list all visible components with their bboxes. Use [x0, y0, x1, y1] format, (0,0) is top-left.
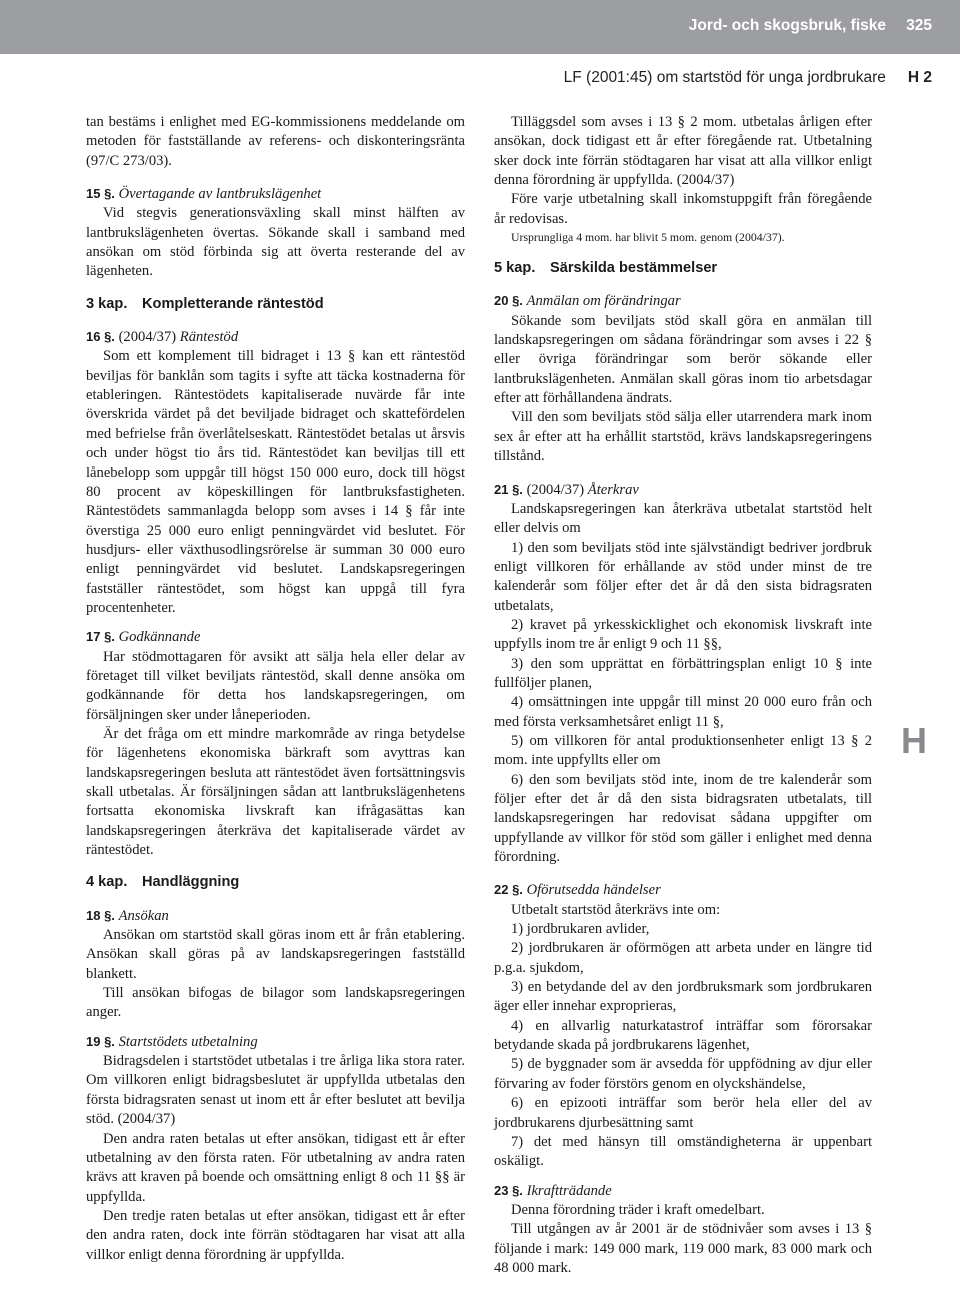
paragraph: Sökande som beviljats stöd skall göra en anmälan till landskapsregeringen om sådana förändringar som avses i 22 § eller övriga förändringar som berör sökande eller lantbrukslägenheten. Anmälan skall göras inom tio arbetsdagar efter att förhållandena ändrats. — [494, 312, 872, 407]
list-item: 2) kravet på yrkesskicklighet och ekonomisk livskraft inte uppfylls inom tre år enligt 9 och 11 §§, — [494, 616, 872, 653]
paragraph: Ansökan om startstöd skall göras inom ett år från etablering. Ansökan skall göras på av landskapsregeringen fastställd blankett. — [86, 927, 465, 982]
list-item: 6) den som beviljats stöd inte, inom de tre kalenderår som följer efter det år då den sista bidragsraten utbetalats, till landskapsregeringen har redovisat sådana uppgifter om uppfyllande av villkor för stöd som gäller i enlighet med denna förordning. — [494, 771, 872, 866]
running-title: LF (2001:45) om startstöd för unga jordbrukare — [563, 69, 886, 86]
list-item: 2) jordbrukaren är oförmögen att arbeta under en längre tid p.g.a. sjukdom, — [494, 940, 872, 976]
section-heading-22: 22 §. Oförutsedda händelser — [494, 882, 661, 899]
left-column — [86, 113, 465, 1265]
paragraph: Vill den som beviljats stöd sälja eller utarrendera mark inom sex år efter att ha erhållit startstöd, krävs landskapsregeringens tillstånd. — [494, 409, 872, 465]
paragraph: Före varje utbetalning skall inkomstuppgift från föregående år redovisas. — [494, 191, 872, 227]
paragraph: Till utgången av år 2001 är de stödnivåer som avses i 13 § följande i mark: 149 000 mark, 119 000 mark, 83 000 mark och 48 000 mark. — [494, 1221, 872, 1276]
paragraph: Den tredje raten betalas ut efter ansökan, tidigast ett år efter den andra raten, dock inte förrän stödtagaren har visat att alla villkor enligt denna förordning är uppfyllda. — [86, 1207, 465, 1263]
paragraph: Tilläggsdel som avses i 13 § 2 mom. utbetalas årligen efter ansökan, dock tidigast ett år efter föregående rat. Utbetalning sker dock inte förrän stödtagaren har visat att alla villkor enligt denna förordning är uppfyllda. (2004/37) — [494, 114, 872, 189]
paragraph: Vid stegvis generationsväxling skall minst hälften av lantbrukslägenheten övertas. Sökande skall i samband med ansökan om stöd förbinda sig att överta resterande del av lägenheten. — [86, 205, 465, 280]
chapter-heading-4: 4 kap. Handläggning — [86, 874, 240, 891]
section-title: Jord- och skogsbruk, fiske — [688, 17, 886, 34]
paragraph: Denna förordning träder i kraft omedelbart. — [511, 1201, 765, 1218]
paragraph: tan bestäms i enlighet med EG-kommissionens meddelande om metoden för fastställande av referens- och diskonteringsränta (97/C 273/03). — [86, 114, 465, 169]
list-item: 4) en allvarlig naturkatastrof inträffar som förorsakar betydande skada på jordbrukarens lägenhet, — [494, 1017, 872, 1054]
section-heading-21: 21 §. (2004/37) Återkrav — [494, 481, 639, 498]
amendment-note: Ursprungliga 4 mom. har blivit 5 mom. genom (2004/37). — [511, 230, 785, 245]
section-heading-23: 23 §. Ikraftträdande — [494, 1182, 612, 1199]
paragraph: Den andra raten betalas ut efter ansökan, tidigast ett år efter utbetalning av den första raten. För utbetalning av andra raten krävs att kraven på boende och omsättning enligt 8 och 11 §§ är uppfyllda. — [86, 1130, 465, 1205]
chapter-heading-5: 5 kap. Särskilda bestämmelser — [494, 260, 718, 277]
paragraph: Landskapsregeringen kan återkräva utbetalat startstöd helt eller delvis om — [494, 500, 872, 537]
section-heading-15: 15 §. Övertagande av lantbrukslägenhet — [86, 186, 322, 203]
paragraph: Har stödmottagaren för avsikt att sälja hela eller delar av företaget till vilket beviljats räntestöd, skall denne ansöka om godkännande för detta hos landskapsregeringen, om försäljningen sker under låneperioden. — [86, 648, 465, 723]
page-header-bar — [0, 0, 960, 54]
section-heading-19: 19 §. Startstödets utbetalning — [86, 1033, 258, 1050]
paragraph: Som ett komplement till bidraget i 13 § kan ett räntestöd beviljas för banklån som tagits i syfte att täcka kostnaderna för etableringen. Räntestödets kapitaliserade nuvärde får inte överskrida värdet på det beviljade bidraget och skattefördelen med befrielse från överlåtelseskatt. Räntestödet betalas ut årsvis och under högst tio års tid. Räntestödet kan beviljas till ett lånebelopp som uppgår till högst 150 000 euro, dock till högst 80 procent av köpeskillingen för lantbruksfastigheten. Räntestödets sammanlagda belopp som avses i 14 § får inte överstiga 25 000 euro enligt penningvärdet vid beslutet. För husdjurs- eller växthusodlingsrörelse är summan 30 000 euro enligt penningvärdet vid beslutet. Landskapsregeringen fastställer räntestödet, som högst kan uppgå till fyra procentenheter. — [86, 348, 465, 616]
running-header — [564, 69, 932, 87]
page-number: 325 — [906, 17, 932, 34]
paragraph: Till ansökan bifogas de bilagor som landskapsregeringen anger. — [86, 985, 465, 1021]
thumb-index-letter: H — [901, 720, 927, 761]
paragraph: Är det fråga om ett mindre markområde av ringa betydelse för lägenhetens ekonomiska bärkraft som avyttras kan landskapsregeringen besluta att räntestödet även fortsättningsvis skall utbetalas. Är försäljningen sådan att lantbrukslägenhetens fortsatta ekonomiska livskraft kan ifrågasättas kan landskapsregeringen återkräva det kapitaliserade värdet av räntestödet. — [86, 725, 465, 859]
section-heading-16: 16 §. (2004/37) Räntestöd — [86, 329, 239, 346]
list-item: 6) en epizooti inträffar som berör hela eller del av jordbrukarens djurbesättning samt — [494, 1095, 872, 1131]
list-item: 5) om villkoren för antal produktionsenheter enligt 13 § 2 mom. inte uppfyllts eller om — [494, 732, 872, 769]
list-item: 3) den som upprättat en förbättringsplan enligt 10 § inte fullföljer planen, — [494, 655, 872, 691]
list-item: 1) jordbrukaren avlider, — [511, 921, 650, 938]
section-heading-17: 17 §. Godkännande — [86, 629, 201, 646]
running-code: H 2 — [907, 69, 932, 86]
right-column — [494, 113, 872, 1278]
chapter-heading-3: 3 kap. Kompletterande räntestöd — [86, 295, 324, 312]
section-heading-18: 18 §. Ansökan — [86, 907, 169, 924]
list-item: 3) en betydande del av den jordbruksmark som jordbrukaren äger eller innehar exproprieras, — [494, 979, 872, 1015]
paragraph: Bidragsdelen i startstödet utbetalas i tre årliga lika stora rater. Om villkoren enligt bidragsbeslutet är uppfyllda utbetalas den första bidragsraten senast ut inom ett år efter beslutet att bevilja stöd. (2004/37) — [86, 1053, 465, 1128]
list-item: 1) den som beviljats stöd inte självständigt bedriver jordbruk enligt villkoren för erhållande av stöd under minst de tre kalenderår som följer efter det år då den sista bidragsraten utbetalats, — [494, 539, 872, 614]
paragraph: Utbetalt startstöd återkrävs inte om: — [511, 901, 721, 918]
list-item: 5) de byggnader som är avsedda för uppfödning av djur eller förvaring av foder förstörs genom en olyckshändelse, — [494, 1056, 872, 1092]
list-item: 4) omsättningen inte uppgår till minst 20 000 euro från och med första verksamhetsåret enligt 11 §, — [494, 694, 872, 730]
section-heading-20: 20 §. Anmälan om förändringar — [494, 293, 681, 310]
list-item: 7) det med hänsyn till omständigheterna är uppenbart oskäligt. — [494, 1133, 872, 1170]
